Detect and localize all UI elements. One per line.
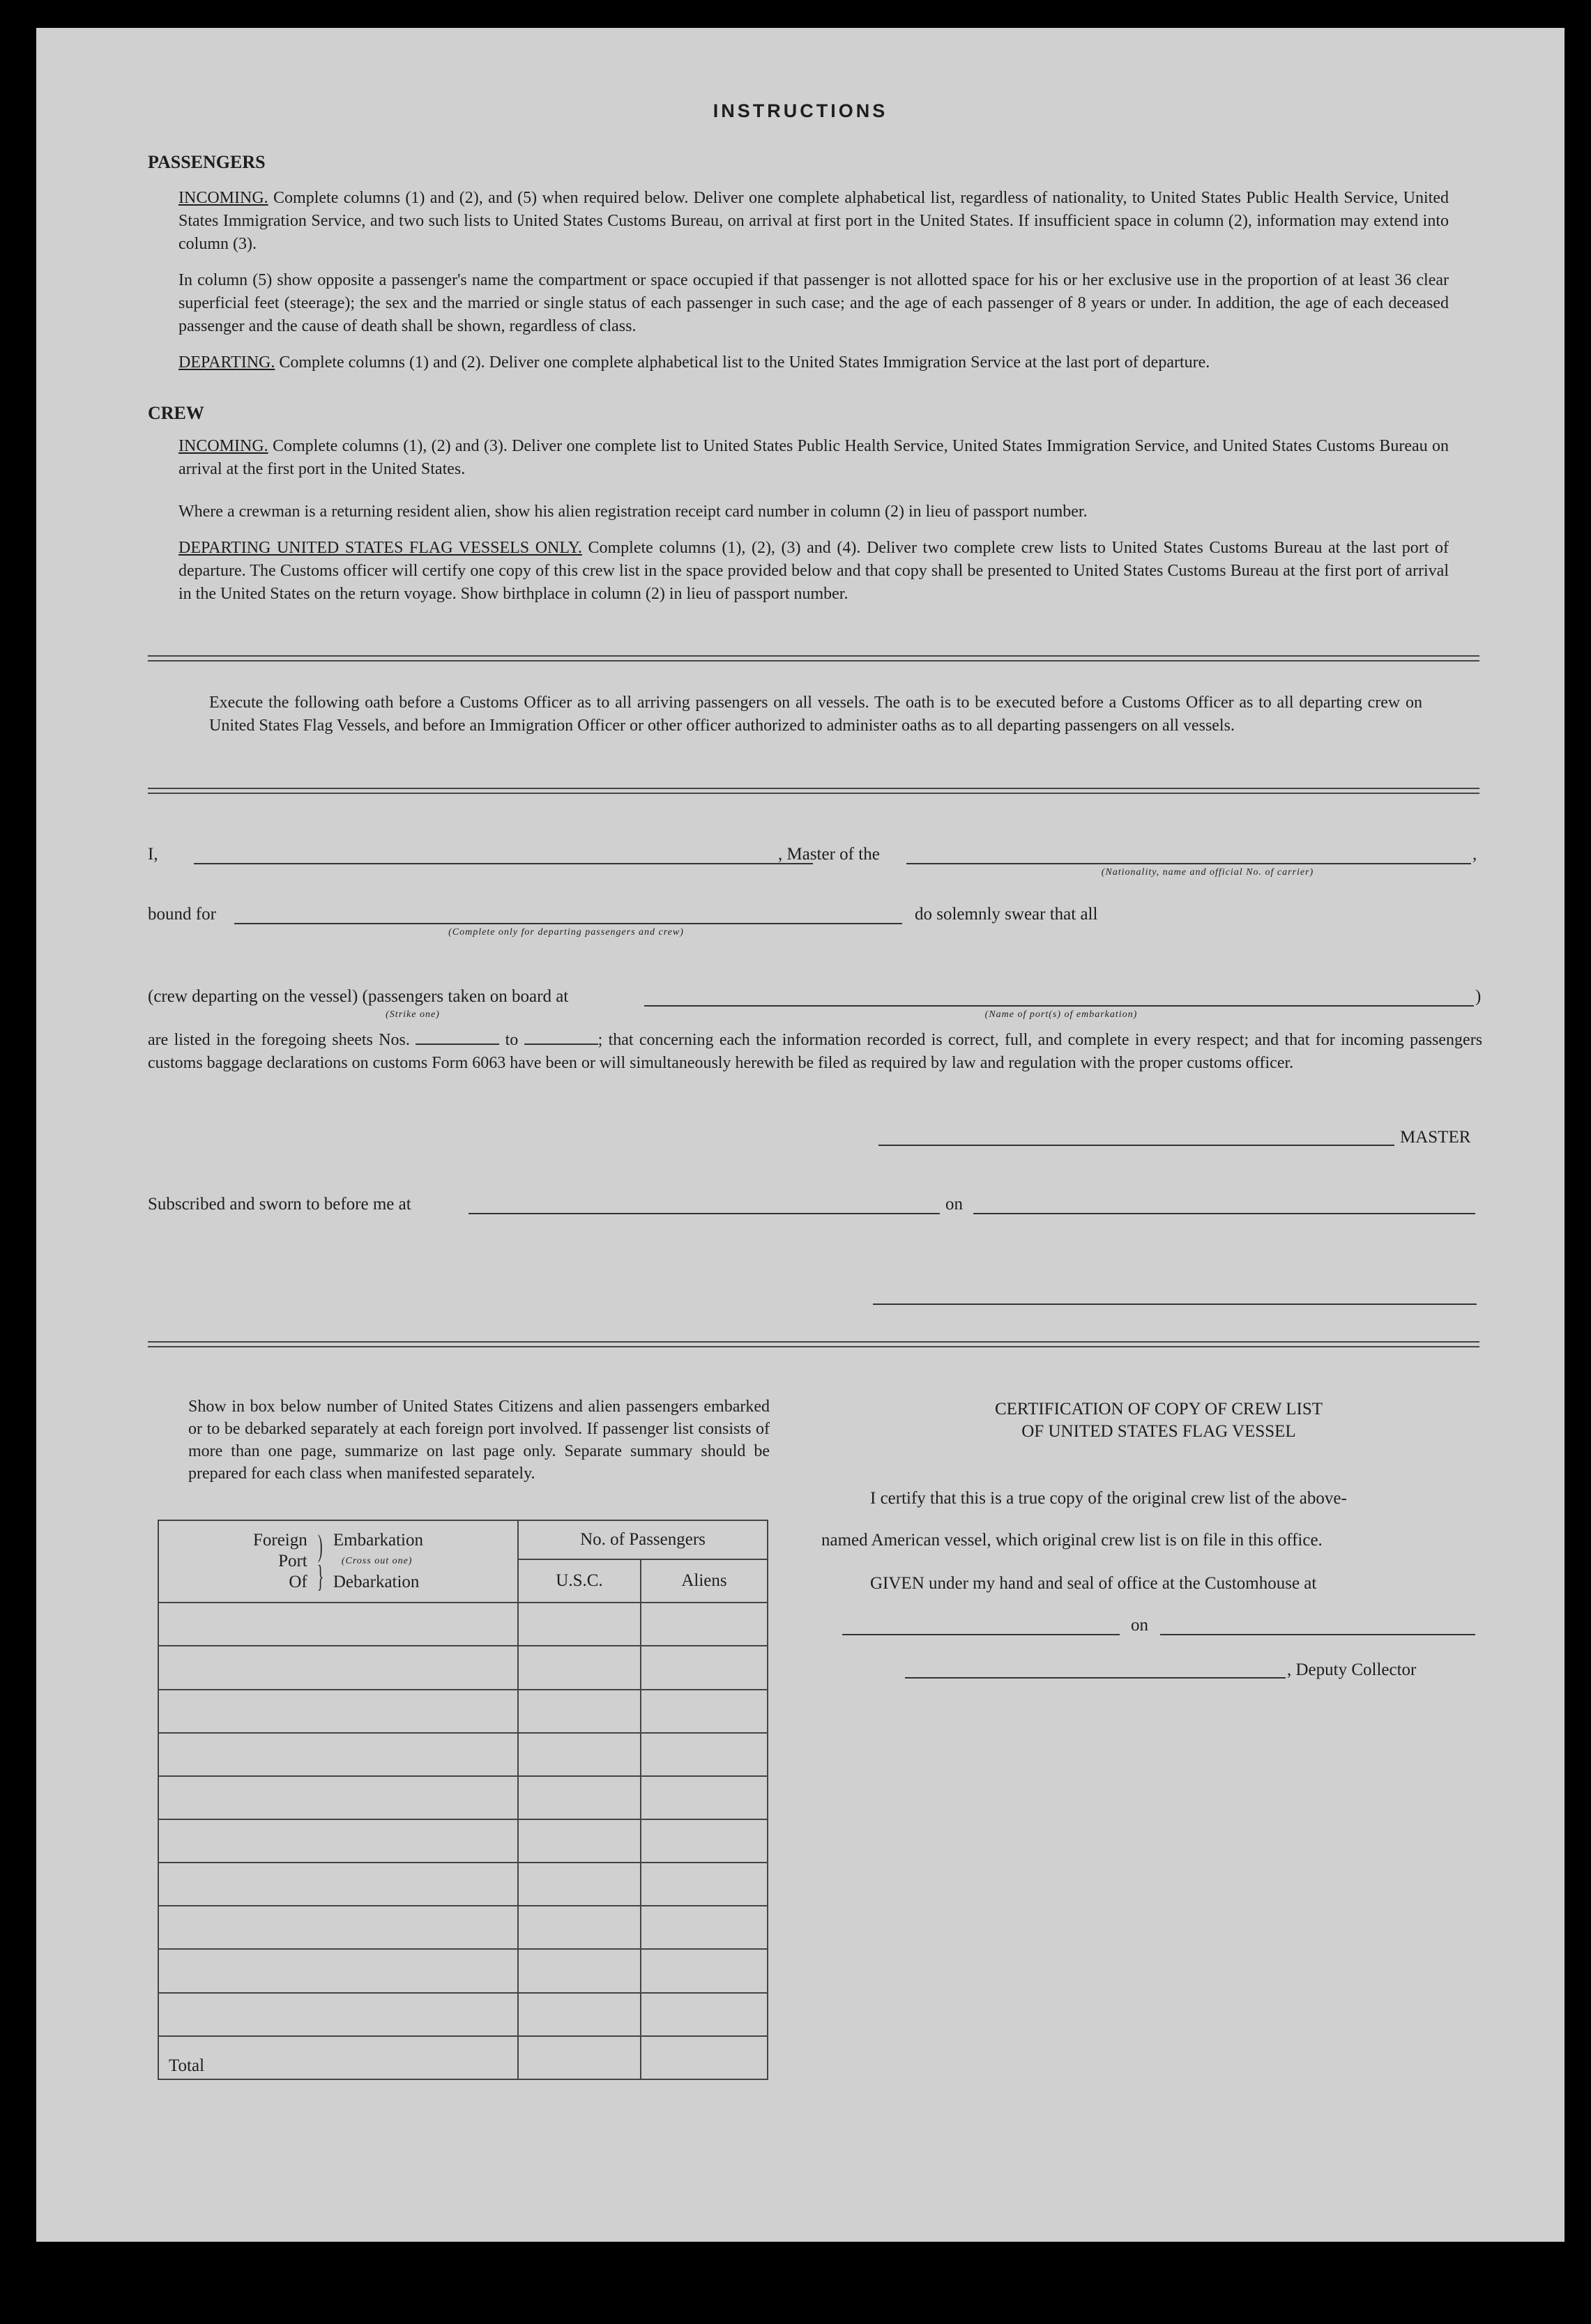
- crew-incoming-lead: INCOMING.: [178, 437, 268, 455]
- aliens-cell[interactable]: [641, 1906, 768, 1949]
- port-cell[interactable]: [158, 1603, 518, 1646]
- ports-caption: (Name of port(s) of embarkation): [984, 1009, 1138, 1020]
- crew-departing-lead: DEPARTING UNITED STATES FLAG VESSELS ONLY.: [178, 539, 582, 557]
- col-embarkation-label: Embarkation: [333, 1531, 424, 1550]
- col-port-label: Port: [278, 1552, 307, 1571]
- master-signature-field[interactable]: [878, 1145, 1394, 1146]
- port-cell[interactable]: [158, 1906, 518, 1949]
- section-divider: [148, 1341, 1479, 1347]
- officer-signature-field[interactable]: [873, 1304, 1477, 1305]
- certification-line2: named American vessel, which original crew list is on file in this office.: [821, 1531, 1323, 1550]
- page-title: INSTRUCTIONS: [713, 100, 888, 121]
- certification-line1: I certify that this is a true copy of the original crew list of the above-: [870, 1489, 1347, 1508]
- crew-incoming-paragraph: [178, 435, 1449, 481]
- port-cell[interactable]: [158, 1949, 518, 1992]
- bound-for-field[interactable]: [234, 923, 902, 924]
- port-cell[interactable]: [158, 1776, 518, 1819]
- sheets-paragraph: [148, 1029, 1482, 1075]
- aliens-cell[interactable]: [641, 1646, 768, 1689]
- certification-title-line1: CERTIFICATION OF COPY OF CREW LIST: [994, 1400, 1323, 1419]
- passenger-summary-table: [158, 1520, 768, 2080]
- crew-resident-text: Where a crewman is a returning resident alien, show his alien registration receipt card number in column (2) in lieu of passport number.: [178, 503, 1088, 521]
- passengers-incoming-lead: INCOMING.: [178, 189, 268, 207]
- deputy-signature-field[interactable]: [905, 1677, 1286, 1679]
- sheet-from-field[interactable]: [416, 1043, 499, 1045]
- bound-caption: (Complete only for departing passengers and crew): [448, 927, 684, 938]
- aliens-cell[interactable]: [641, 1690, 768, 1733]
- aliens-cell[interactable]: [641, 1819, 768, 1863]
- usc-cell[interactable]: [518, 1690, 641, 1733]
- aliens-cell[interactable]: [641, 1603, 768, 1646]
- certification-line3: GIVEN under my hand and seal of office at the Customhouse at: [870, 1574, 1317, 1593]
- no-passengers-header-cell: No. of Passengers: [518, 1520, 768, 1559]
- usc-cell[interactable]: [518, 1733, 641, 1776]
- passengers-departing-text: Complete columns (1) and (2). Deliver one complete alphabetical list to the United States Immigration Service at the last port of departure.: [279, 353, 1210, 372]
- passengers-departing-paragraph: [178, 351, 1449, 374]
- usc-cell[interactable]: [518, 1819, 641, 1863]
- aliens-header-cell: Aliens: [641, 1559, 768, 1603]
- sworn-on-label: on: [945, 1195, 963, 1214]
- sheets-text: ; that concerning each the information recorded is correct, full, and complete in every respect; and that for incoming passengers customs baggage declarations on customs Form 6063 have been or will simultaneously herewith be filed as required by law and regulation with the proper customs officer.: [148, 1031, 1483, 1072]
- aliens-cell[interactable]: [641, 1863, 768, 1906]
- total-label-cell[interactable]: [158, 2036, 518, 2079]
- certification-on-label: on: [1131, 1616, 1148, 1635]
- carrier-comma: ,: [1472, 845, 1477, 864]
- usc-total-cell[interactable]: [518, 2036, 641, 2079]
- col-cross-out-label: (Cross out one): [341, 1556, 413, 1567]
- usc-cell[interactable]: [518, 1646, 641, 1689]
- sworn-place-field[interactable]: [469, 1213, 940, 1214]
- usc-header-cell: U.S.C.: [518, 1559, 641, 1603]
- col-debarkation-label: Debarkation: [333, 1573, 420, 1592]
- passengers-heading: PASSENGERS: [148, 152, 266, 172]
- aliens-total-cell[interactable]: [641, 2036, 768, 2079]
- aliens-cell[interactable]: [641, 1949, 768, 1992]
- usc-cell[interactable]: [518, 1906, 641, 1949]
- aliens-cell[interactable]: [641, 1733, 768, 1776]
- master-label: MASTER: [1400, 1128, 1471, 1147]
- crew-passengers-label: (crew departing on the vessel) (passengers taken on board at: [148, 987, 569, 1006]
- passengers-incoming-text: Complete columns (1) and (2), and (5) when required below. Deliver one complete alphabetical list, regardless of nationality, to United States Public Health Service, United States Immigration Service, and two such lists to United States Customs Bureau, on arrival at first port in the United States. If insufficient space in column (2), information may extend into column (3).: [178, 189, 1449, 253]
- crew-incoming-text: Complete columns (1), (2) and (3). Deliver one complete list to United States Public Health Service, United States Immigration Service, and United States Customs Bureau on arrival at the first port in the United States.: [178, 437, 1449, 478]
- total-label: Total: [169, 2056, 205, 2075]
- close-paren: ): [1475, 987, 1482, 1006]
- col-of-label: Of: [289, 1573, 307, 1592]
- usc-cell[interactable]: [518, 1863, 641, 1906]
- crew-resident-paragraph: [178, 500, 1449, 523]
- certification-date-field[interactable]: [1160, 1634, 1475, 1635]
- subscribed-label: Subscribed and sworn to before me at: [148, 1195, 411, 1214]
- aliens-cell[interactable]: [641, 1776, 768, 1819]
- usc-cell[interactable]: [518, 1949, 641, 1992]
- master-of-label: , Master of the: [778, 845, 880, 864]
- passengers-column5-text: In column (5) show opposite a passenger's name the compartment or space occupied if that passenger is not allotted space for his or her exclusive use in the proportion of at least 36 clear superficial feet (steerage); the sex and the married or single status of each passenger in such case; and the age of each passenger of 8 years or under. In addition, the age of each deceased passenger and the cause of death shall be shown, regardless of class.: [178, 271, 1449, 335]
- usc-cell[interactable]: [518, 1603, 641, 1646]
- strike-caption: (Strike one): [386, 1009, 440, 1020]
- col-foreign-label: Foreign: [252, 1531, 307, 1550]
- port-header-cell: [158, 1520, 518, 1603]
- port-cell[interactable]: [158, 1733, 518, 1776]
- passengers-incoming-paragraph: [178, 187, 1449, 256]
- swear-label: do solemnly swear that all: [915, 905, 1098, 924]
- summary-instruction-paragraph: [188, 1396, 770, 1485]
- passengers-departing-lead: DEPARTING.: [178, 353, 275, 372]
- oath-instruction-paragraph: [209, 691, 1422, 737]
- usc-cell[interactable]: [518, 1776, 641, 1819]
- summary-instruction-text: Show in box below number of United States Citizens and alien passengers embarked or to be debarked separately at each foreign port involved. If passenger list consists of more than one page, summarize on last page only. Separate summary should be prepared for each class when manifested separately.: [188, 1398, 770, 1483]
- oath-instruction-text: Execute the following oath before a Customs Officer as to all arriving passengers on all vessels. The oath is to be executed before a Customs Officer as to all departing crew on United States Flag Vessels, and before an Immigration Officer or other officer authorized to administer oaths as to all departing passengers on all vessels.: [209, 694, 1422, 735]
- port-cell[interactable]: [158, 1690, 518, 1733]
- port-cell[interactable]: [158, 1646, 518, 1689]
- bound-for-label: bound for: [148, 905, 216, 924]
- crew-departing-paragraph: [178, 537, 1449, 606]
- crew-departing-text: Complete columns (1), (2), (3) and (4). Deliver two complete crew lists to United States Customs Bureau at the last port of departure. The Customs officer will certify one copy of this crew list in the space provided below and that copy shall be presented to United States Customs Bureau at the first port of arrival in the United States on the return voyage. Show birthplace in column (2) in lieu of passport number.: [178, 539, 1449, 603]
- sheet-to-field[interactable]: [524, 1043, 598, 1045]
- usc-cell[interactable]: [518, 1993, 641, 2036]
- port-cell[interactable]: [158, 1863, 518, 1906]
- embarkation-ports-field[interactable]: [644, 1005, 1474, 1007]
- port-cell[interactable]: [158, 1819, 518, 1863]
- sworn-date-field[interactable]: [973, 1213, 1475, 1214]
- deputy-collector-label: , Deputy Collector: [1287, 1660, 1417, 1679]
- section-divider: [148, 655, 1479, 662]
- form-page: [36, 28, 1565, 2242]
- port-cell[interactable]: [158, 1993, 518, 2036]
- aliens-cell[interactable]: [641, 1993, 768, 2036]
- certification-title-line2: OF UNITED STATES FLAG VESSEL: [1021, 1422, 1296, 1441]
- carrier-field[interactable]: [906, 863, 1471, 864]
- customhouse-place-field[interactable]: [842, 1634, 1120, 1635]
- crew-heading: CREW: [148, 403, 204, 423]
- to-label: to: [505, 1031, 519, 1049]
- master-name-field[interactable]: [194, 863, 813, 864]
- sheets-label: are listed in the foregoing sheets Nos.: [148, 1031, 410, 1049]
- brace-glyph: ) }: [317, 1529, 324, 1594]
- section-divider: [148, 788, 1479, 794]
- certification-title: [810, 1398, 1507, 1443]
- passengers-column5-paragraph: [178, 269, 1449, 338]
- oath-i-label: I,: [148, 845, 158, 864]
- carrier-caption: (Nationality, name and official No. of carrier): [1101, 867, 1314, 878]
